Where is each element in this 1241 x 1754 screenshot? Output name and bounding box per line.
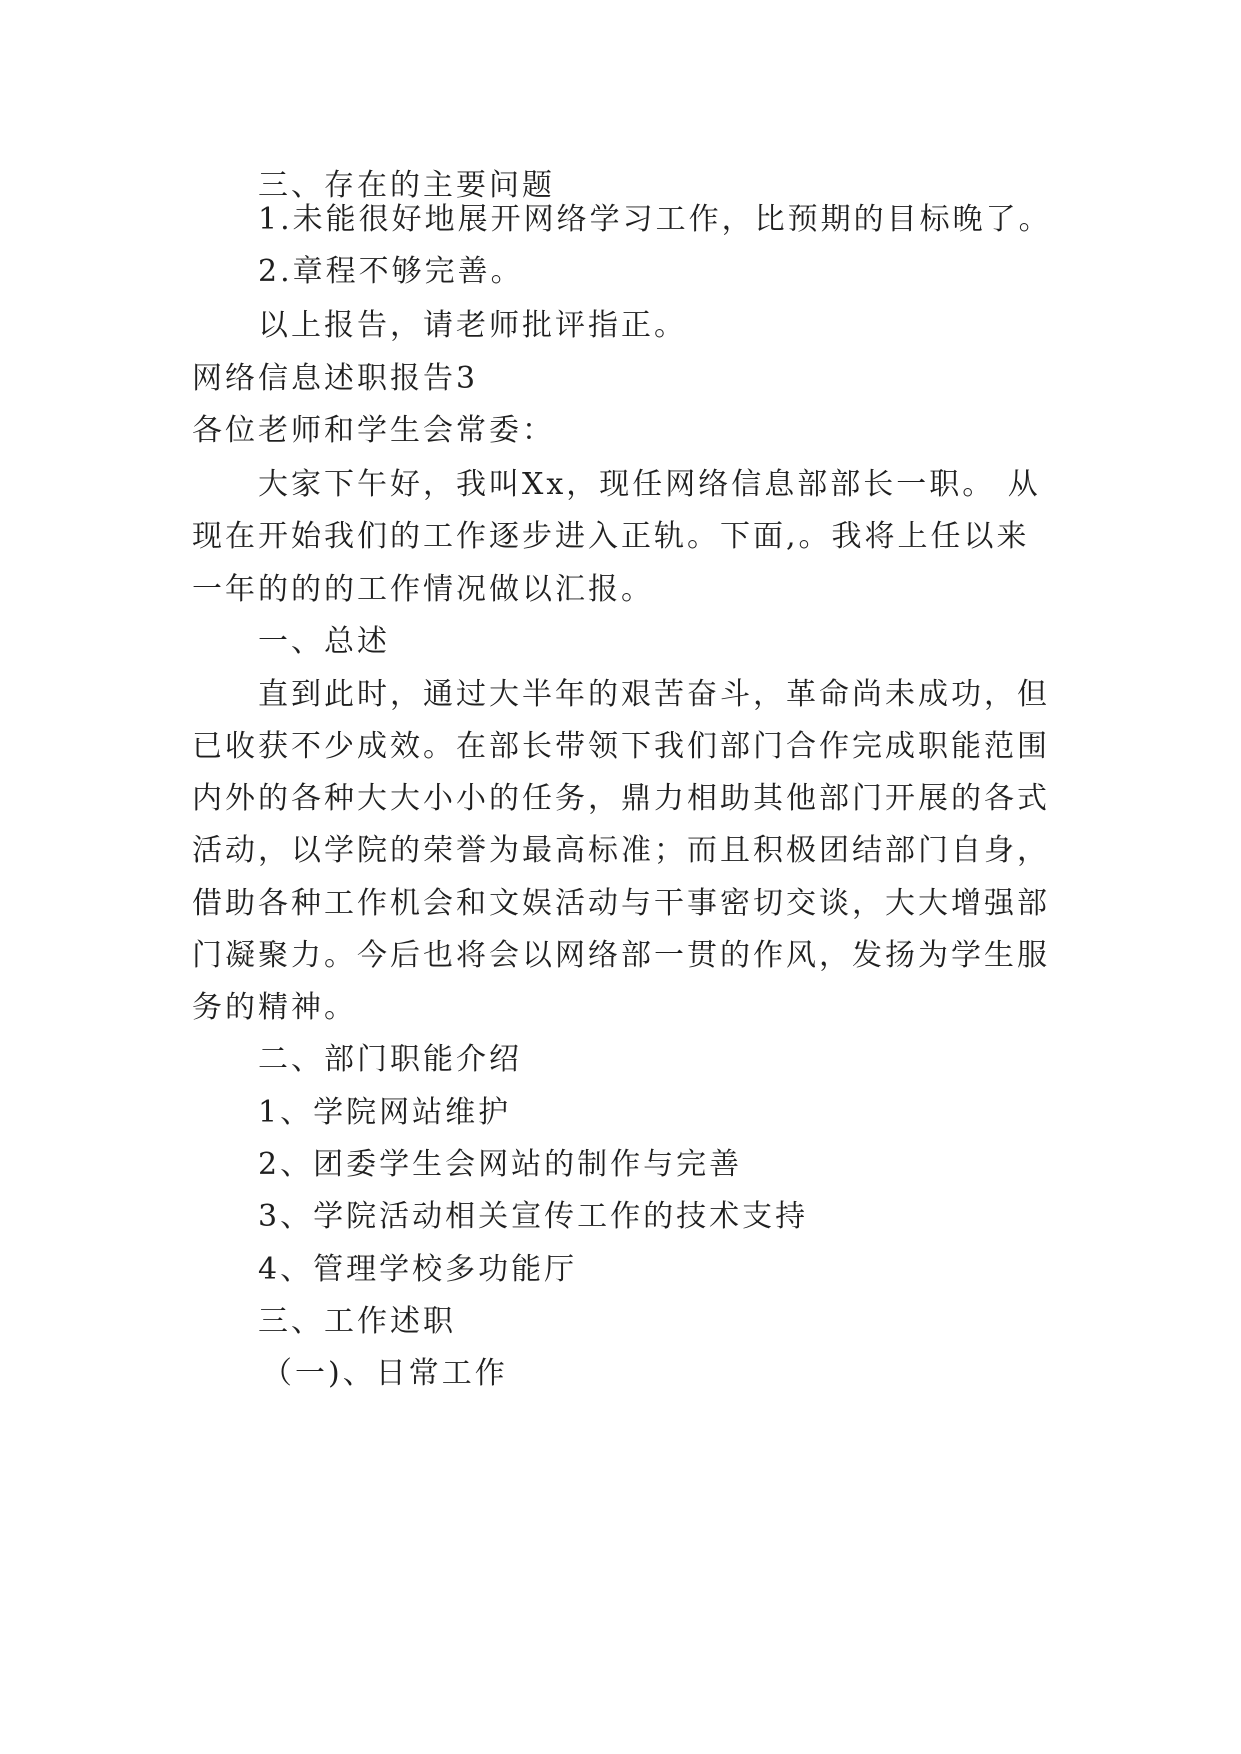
problem-item-2: 2.章程不够完善。 <box>258 254 524 289</box>
section-heading-functions: 二、部门职能介绍 <box>258 1042 522 1077</box>
section-heading-problems: 三、存在的主要问题 <box>258 168 555 203</box>
section-heading-work: 三、工作述职 <box>258 1304 456 1339</box>
problem-item-1: 1.未能很好地展开网络学习工作，比预期的目标晚了。 <box>258 202 1052 237</box>
function-item-1: 1、学院网站维护 <box>258 1095 512 1130</box>
paragraph-line: 活动，以学院的荣誉为最高标准；而且积极团结部门自身， <box>192 833 1050 868</box>
paragraph-line: 借助各种工作机会和文娱活动与干事密切交谈，大大增强部 <box>192 886 1050 921</box>
paragraph-line: 门凝聚力。今后也将会以网络部一贯的作风，发扬为学生服 <box>192 938 1050 973</box>
section-heading-overview: 一、总述 <box>258 624 390 659</box>
function-item-2: 2、团委学生会网站的制作与完善 <box>258 1147 743 1182</box>
paragraph-line: 大家下午好，我叫Xx，现任网络信息部部长一职。 从 <box>258 467 1041 502</box>
paragraph-line: 已收获不少成效。在部长带领下我们部门合作完成职能范围 <box>192 729 1050 764</box>
function-item-3: 3、学院活动相关宣传工作的技术支持 <box>258 1199 809 1234</box>
paragraph-line: 内外的各种大大小小的任务，鼎力相助其他部门开展的各式 <box>192 781 1050 816</box>
salutation: 各位老师和学生会常委： <box>192 413 555 448</box>
paragraph-line: 直到此时，通过大半年的艰苦奋斗，革命尚未成功，但 <box>258 677 1050 712</box>
function-item-4: 4、管理学校多功能厅 <box>258 1252 578 1287</box>
closing-line: 以上报告，请老师批评指正。 <box>258 308 687 343</box>
paragraph-line: 一年的的的工作情况做以汇报。 <box>192 572 654 607</box>
report-title: 网络信息述职报告3 <box>192 361 479 396</box>
subsection-heading-daily-work: （一)、日常工作 <box>262 1356 508 1391</box>
paragraph-line: 现在开始我们的工作逐步进入正轨。下面,。我将上任以来 <box>192 519 1030 554</box>
paragraph-line: 务的精神。 <box>192 990 357 1025</box>
